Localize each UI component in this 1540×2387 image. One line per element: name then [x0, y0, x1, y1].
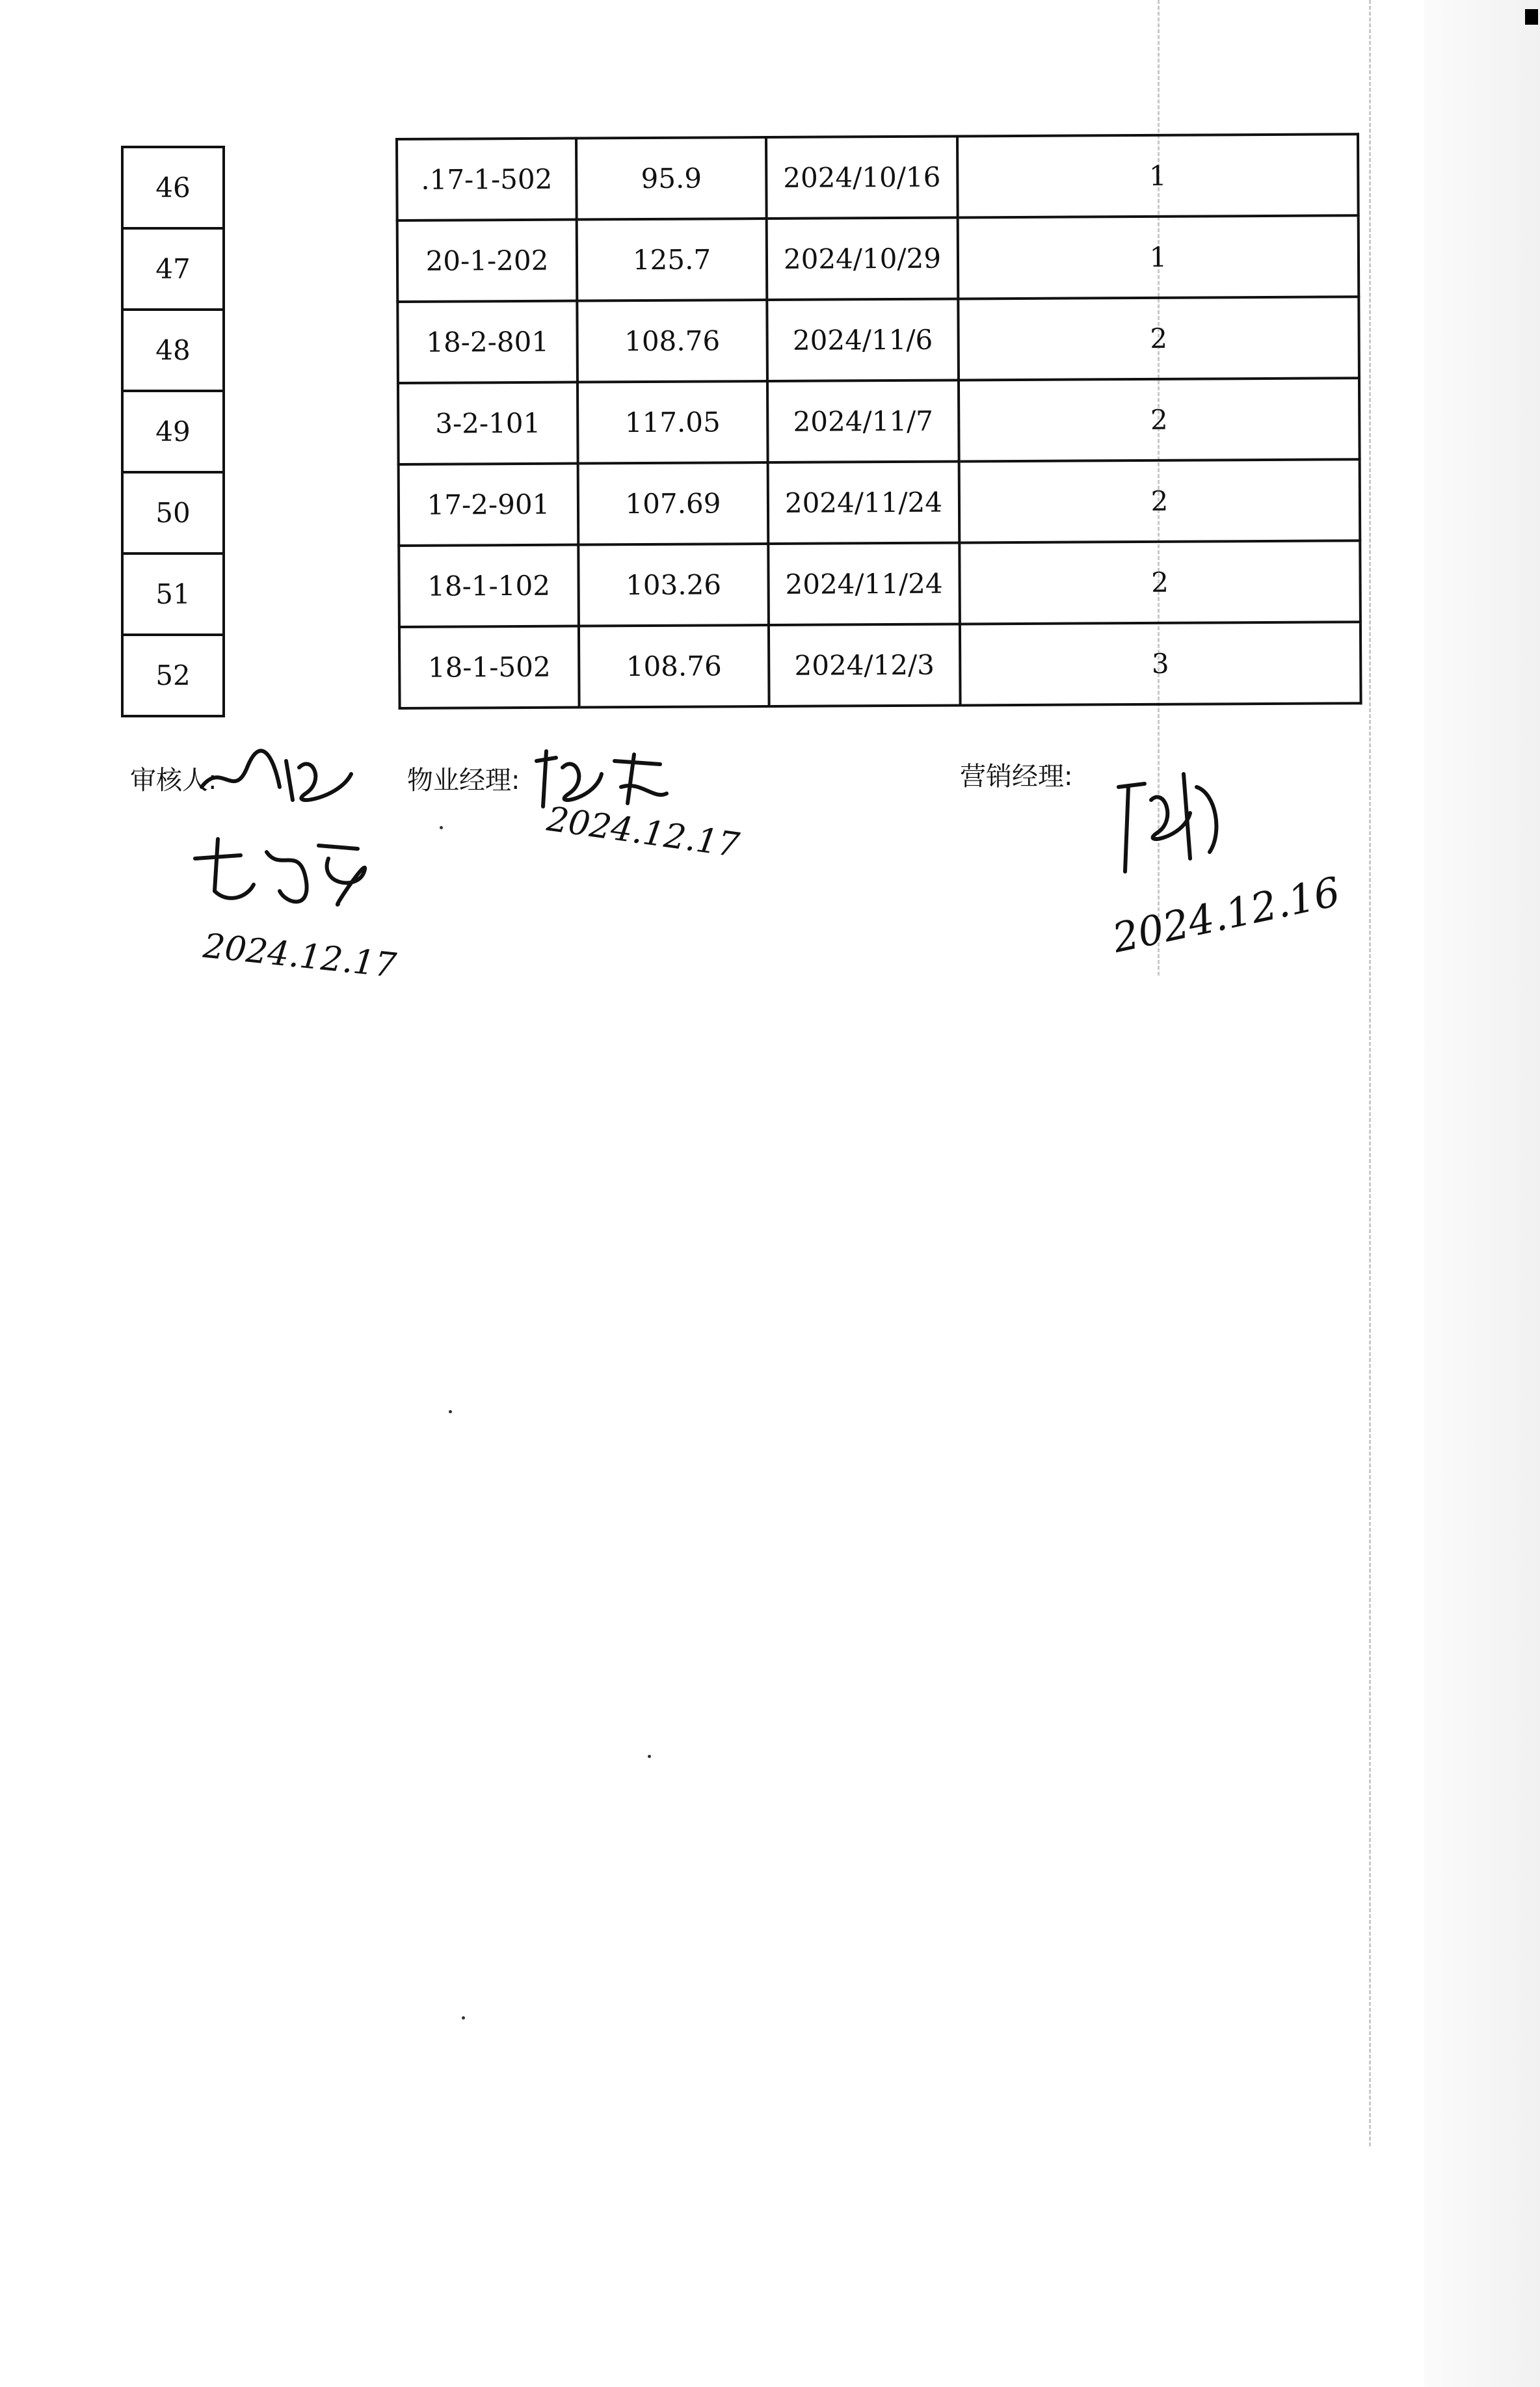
row-number: 49 [122, 391, 224, 472]
row-number: 52 [122, 635, 224, 716]
area-cell: 95.9 [576, 137, 767, 220]
count-cell: 2 [959, 378, 1360, 461]
marketing-manager-signature [1106, 761, 1236, 885]
count-cell: 2 [958, 297, 1359, 380]
room-number-cell: 18-1-102 [399, 545, 579, 627]
property-manager-label: 物业经理: [407, 766, 520, 795]
count-cell: 3 [960, 622, 1361, 705]
table-row [122, 147, 224, 228]
date-cell: 2024/12/3 [769, 624, 961, 706]
table-row [399, 459, 1361, 546]
room-number-cell: 18-1-502 [399, 626, 579, 708]
scan-corner-mark [1525, 9, 1538, 25]
area-cell: 108.76 [579, 625, 769, 708]
count-cell: 2 [959, 459, 1361, 542]
area-cell: 117.05 [578, 381, 768, 464]
scan-speck [648, 1755, 651, 1758]
row-number: 48 [122, 310, 224, 391]
row-number: 51 [122, 553, 224, 635]
table-row [122, 310, 224, 391]
date-cell: 2024/10/29 [767, 217, 959, 300]
table-row [398, 378, 1360, 464]
fold-line [1369, 0, 1371, 2146]
table-row [122, 391, 224, 472]
room-number-cell: 17-2-901 [399, 464, 579, 546]
row-number: 47 [122, 228, 224, 310]
date-cell: 2024/11/24 [768, 542, 960, 625]
date-cell: 2024/11/7 [767, 380, 959, 462]
table-row [399, 540, 1361, 627]
room-number-cell: 20-1-202 [397, 220, 578, 302]
count-cell: 1 [957, 134, 1359, 217]
row-number: 50 [122, 472, 224, 553]
scan-speck [440, 826, 443, 829]
unit-data-table [395, 133, 1362, 710]
date-cell: 2024/11/6 [767, 299, 959, 381]
room-number-cell: .17-1-502 [397, 139, 577, 220]
reviewer-signature-2 [189, 833, 377, 917]
marketing-manager-date: 2024.12.16 [1108, 867, 1344, 963]
row-number-table [121, 146, 225, 717]
marketing-manager-label: 营销经理: [960, 762, 1073, 792]
scan-speck [449, 1410, 452, 1413]
table-row [122, 553, 224, 635]
area-cell: 108.76 [577, 300, 767, 382]
table-row [397, 297, 1359, 383]
row-number: 46 [122, 147, 224, 228]
reviewer-date: 2024.12.17 [201, 926, 399, 986]
date-cell: 2024/11/24 [768, 461, 960, 544]
table-row [122, 472, 224, 553]
table-row [397, 134, 1359, 220]
page-edge-shadow [1424, 0, 1540, 2387]
table-row [399, 622, 1361, 708]
date-cell: 2024/10/16 [766, 136, 958, 219]
reviewer-label: 审核人: [130, 766, 217, 795]
room-number-cell: 3-2-101 [398, 382, 578, 464]
area-cell: 103.26 [578, 544, 769, 626]
table-row [122, 635, 224, 716]
property-manager-date: 2024.12.17 [544, 799, 742, 866]
area-cell: 107.69 [578, 462, 769, 545]
count-cell: 1 [958, 215, 1359, 299]
scan-speck [462, 2016, 465, 2020]
table-row [122, 228, 224, 310]
room-number-cell: 18-2-801 [397, 301, 578, 383]
reviewer-signature-1 [195, 741, 364, 813]
count-cell: 2 [959, 540, 1361, 624]
table-row [397, 215, 1359, 302]
area-cell: 125.7 [577, 219, 767, 301]
